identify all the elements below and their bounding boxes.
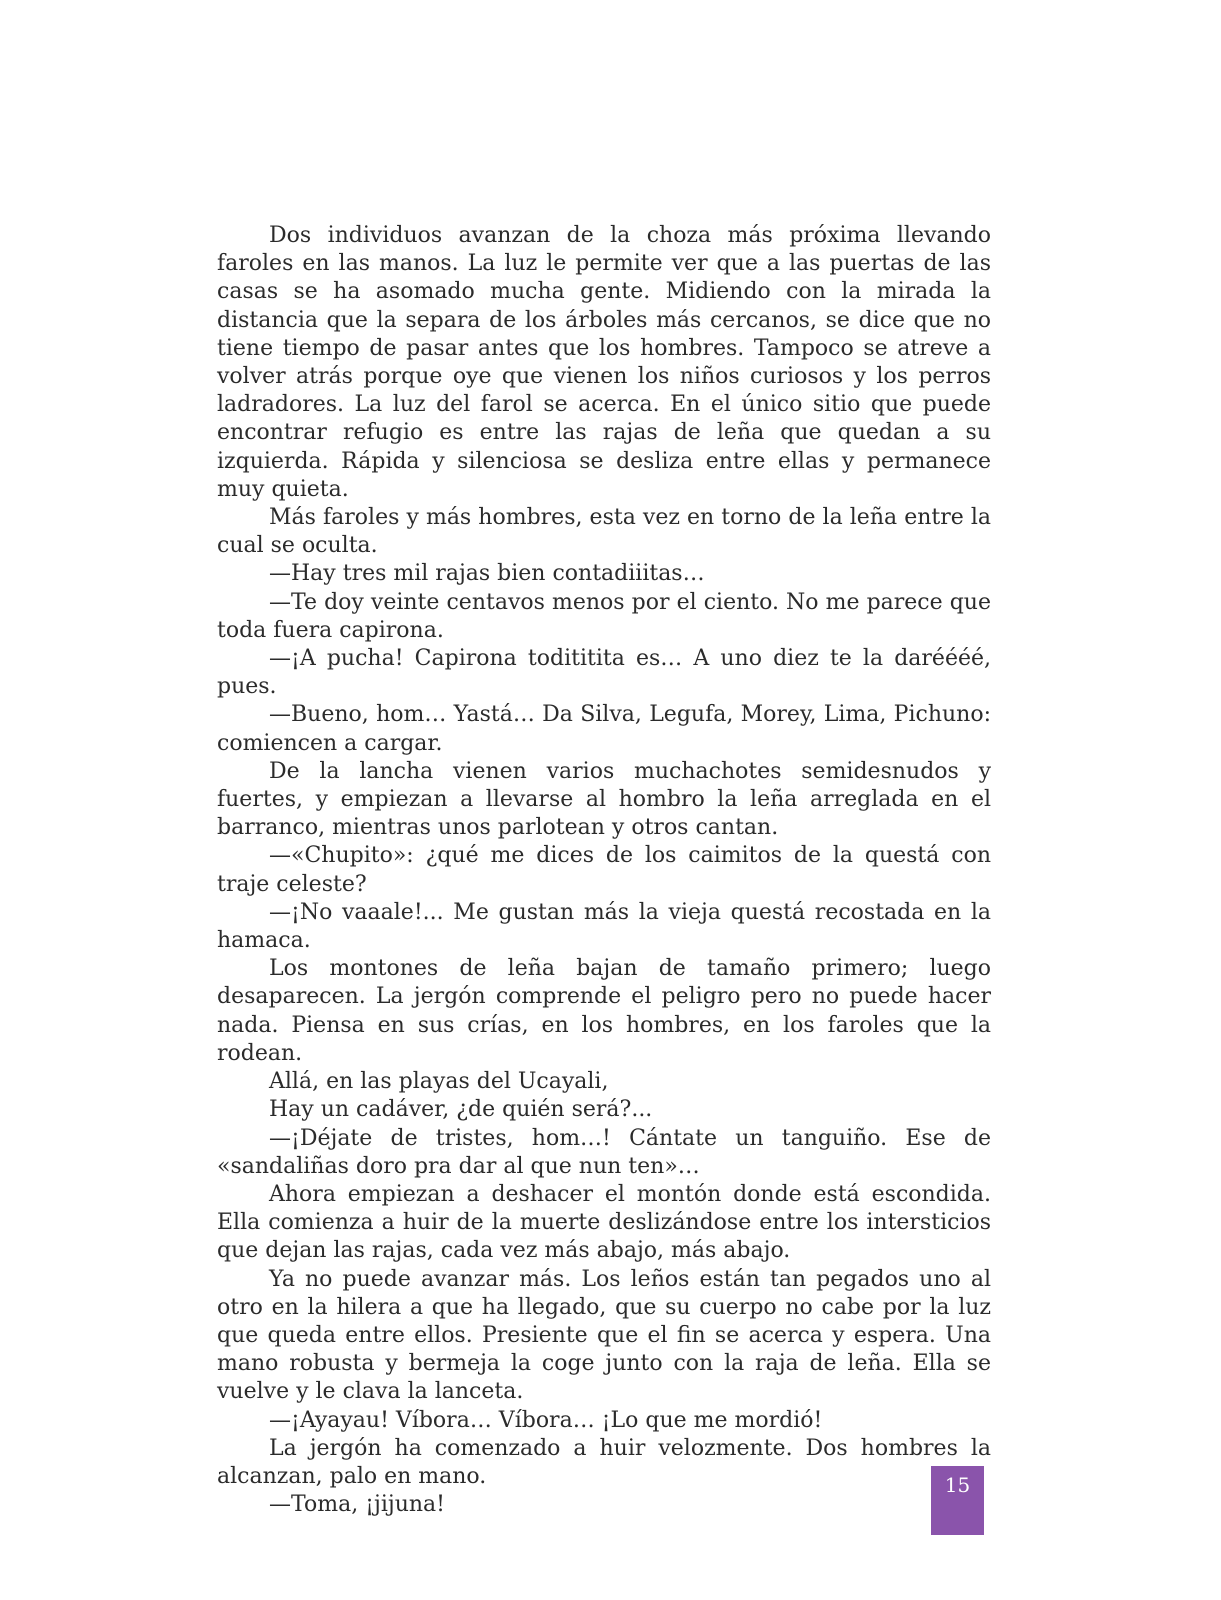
paragraph: Los montones de leña bajan de tamaño primero; luego desaparecen. La jergón comprende el peligro pero no puede hacer nada. Piensa en sus crías, en los hombres, en los faroles que la rodean.	[217, 956, 991, 1066]
paragraph: —¡Ayayau! Víbora… Víbora… ¡Lo que me mordió!	[269, 1407, 823, 1433]
paragraph: Más faroles y más hombres, esta vez en torno de la leña entre la cual se oculta.	[217, 505, 991, 559]
paragraph: —Bueno, hom… Yastá… Da Silva, Legufa, Morey, Lima, Pichuno: comiencen a cargar.	[217, 702, 991, 756]
paragraph: —Toma, ¡jijuna!	[269, 1492, 445, 1518]
song-line: Allá, en las playas del Ucayali,	[269, 1069, 609, 1095]
paragraph: —Te doy veinte centavos menos por el ciento. No me parece que toda fuera capirona.	[217, 589, 991, 643]
paragraph: Dos individuos avanzan de la choza más próxima llevando faroles en las manos. La luz le permite ver que a las puertas de las casas se ha asomado mucha gente. Midiendo con la mirada la distancia que la separa de los árboles más cercanos, se dice que no tiene tiempo de pasar antes que los hombres. Tampoco se atreve a volver atrás porque oye que vienen los niños curiosos y los perros ladradores. La luz del farol se acerca. En el único sitio que puede encontrar refugio es entre las rajas de leña que quedan a su izquierda. Rápida y silenciosa se desliza entre ellas y permanece muy quieta.	[217, 223, 991, 502]
body-text	[217, 222, 991, 1519]
paragraph: La jergón ha comenzado a huir velozmente. Dos hombres la alcanzan, palo en mano.	[217, 1435, 991, 1489]
page-number: 15	[931, 1466, 984, 1535]
paragraph: Ya no puede avanzar más. Los leños están tan pegados uno al otro en la hilera a que ha llegado, que su cuerpo no cabe por la luz que queda entre ellos. Presiente que el fin se acerca y espera. Una mano robusta y bermeja la coge junto con la raja de leña. Ella se vuelve y le clava la lanceta.	[217, 1266, 991, 1405]
paragraph: De la lancha vienen varios muchachotes semidesnudos y fuertes, y empiezan a llevarse al hombro la leña arreglada en el barranco, mientras unos parlotean y otros cantan.	[217, 758, 991, 841]
paragraph: —¡No vaaale!... Me gustan más la vieja questá recostada en la hamaca.	[217, 899, 991, 954]
paragraph: —¡A pucha! Capirona todititita es… A uno diez te la daréééé, pues.	[217, 646, 991, 700]
paragraph: —¡Déjate de tristes, hom…! Cántate un tanguiño. Ese de «sandaliñas doro pra dar al que nun ten»…	[217, 1125, 991, 1179]
song-line: Hay un cadáver, ¿de quién será?...	[269, 1097, 653, 1123]
paragraph: Ahora empiezan a deshacer el montón donde está escondida. Ella comienza a huir de la muerte deslizándose entre los intersticios que dejan las rajas, cada vez más abajo, más abajo.	[217, 1181, 991, 1264]
paragraph: —«Chupito»: ¿qué me dices de los caimitos de la questá con traje celeste?	[217, 843, 991, 897]
paragraph: —Hay tres mil rajas bien contadiiitas…	[269, 561, 705, 587]
